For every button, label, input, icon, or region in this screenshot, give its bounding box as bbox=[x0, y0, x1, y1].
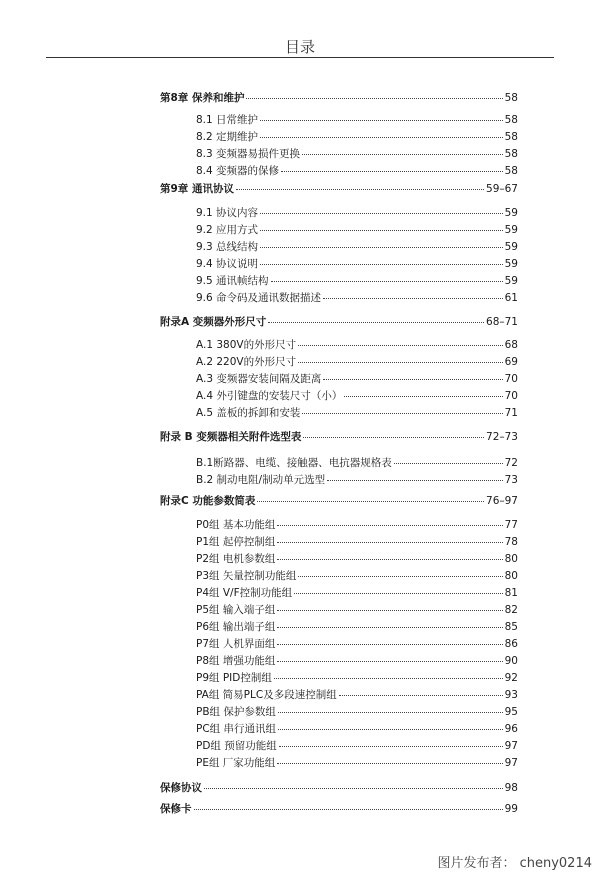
toc-entry-label: P6组 输出端子组 bbox=[196, 621, 276, 633]
toc-entry-page-number: 71 bbox=[504, 407, 518, 419]
toc-entry-page-number: 58 bbox=[504, 165, 518, 177]
toc-entry-label: PA组 简易PLC及多段速控制组 bbox=[196, 689, 337, 701]
toc-chapter-entry bbox=[160, 802, 518, 816]
toc-chapter-entry bbox=[160, 494, 518, 508]
toc-entry-label: 9.5 通讯帧结构 bbox=[196, 275, 269, 287]
toc-entry-page-number: 80 bbox=[504, 570, 518, 582]
toc-entry-label: P8组 增强功能组 bbox=[196, 655, 276, 667]
toc-section-entry bbox=[196, 603, 518, 617]
toc-entry-label: PD组 预留功能组 bbox=[196, 740, 277, 752]
toc-entry-page-number: 59 bbox=[504, 207, 518, 219]
toc-section-entry bbox=[196, 372, 518, 386]
toc-entry-page-number: 95 bbox=[504, 706, 518, 718]
toc-entry-label: 附录 B 变频器相关附件选型表 bbox=[160, 431, 302, 443]
toc-entry-page-number: 59–67 bbox=[486, 183, 518, 195]
toc-section-entry bbox=[196, 274, 518, 288]
toc-entry-page-number: 99 bbox=[504, 803, 518, 815]
dot-leader bbox=[194, 808, 503, 810]
toc-entry-page-number: 81 bbox=[504, 587, 518, 599]
toc-entry-label: P5组 输入端子组 bbox=[196, 604, 276, 616]
toc-entry-page-number: 69 bbox=[504, 356, 518, 368]
toc-section-entry bbox=[196, 756, 518, 770]
toc-entry-label: 保修卡 bbox=[160, 803, 192, 815]
dot-leader bbox=[278, 728, 503, 730]
toc-section-entry bbox=[196, 473, 518, 487]
toc-section-entry bbox=[196, 338, 518, 352]
toc-entry-page-number: 58 bbox=[504, 114, 518, 126]
toc-section-entry bbox=[196, 240, 518, 254]
toc-entry-label: A.1 380V的外形尺寸 bbox=[196, 339, 297, 351]
toc-entry-page-number: 77 bbox=[504, 519, 518, 531]
toc-entry-label: PB组 保护参数组 bbox=[196, 706, 276, 718]
toc-entry-page-number: 58 bbox=[504, 148, 518, 160]
toc-entry-page-number: 59 bbox=[504, 241, 518, 253]
toc-chapter-entry bbox=[160, 91, 518, 105]
dot-leader bbox=[271, 280, 503, 282]
toc-section-entry bbox=[196, 637, 518, 651]
toc-entry-label: P2组 电机参数组 bbox=[196, 553, 276, 565]
toc-entry-label: 第8章 保养和维护 bbox=[160, 92, 245, 104]
dot-leader bbox=[323, 378, 502, 380]
toc-entry-label: 9.2 应用方式 bbox=[196, 224, 259, 236]
toc-chapter-entry bbox=[160, 315, 518, 329]
toc-entry-label: A.3 变频器安装间隔及距离 bbox=[196, 373, 322, 385]
dot-leader bbox=[277, 643, 502, 645]
toc-entry-label: 保修协议 bbox=[160, 782, 202, 794]
toc-entry-page-number: 72–73 bbox=[486, 431, 518, 443]
dot-leader bbox=[204, 787, 503, 789]
toc-entry-label: B.2 制动电阻/制动单元选型 bbox=[196, 474, 326, 486]
toc-section-entry bbox=[196, 355, 518, 369]
toc-entry-label: 8.1 日常维护 bbox=[196, 114, 259, 126]
toc-entry-label: P4组 V/F控制功能组 bbox=[196, 587, 293, 599]
toc-entry-page-number: 85 bbox=[504, 621, 518, 633]
toc-entry-label: PC组 串行通讯组 bbox=[196, 723, 277, 735]
dot-leader bbox=[298, 344, 503, 346]
dot-leader bbox=[277, 609, 502, 611]
toc-section-entry bbox=[196, 705, 518, 719]
toc-entry-page-number: 90 bbox=[504, 655, 518, 667]
dot-leader bbox=[260, 212, 503, 214]
page-title: 目录 bbox=[284, 38, 315, 56]
toc-section-entry bbox=[196, 535, 518, 549]
dot-leader bbox=[260, 246, 503, 248]
dot-leader bbox=[277, 524, 502, 526]
dot-leader bbox=[260, 263, 503, 265]
toc-entry-label: 9.4 协议说明 bbox=[196, 258, 259, 270]
toc-section-entry bbox=[196, 291, 518, 305]
dot-leader bbox=[298, 361, 503, 363]
toc-entry-page-number: 61 bbox=[504, 292, 518, 304]
toc-section-entry bbox=[196, 223, 518, 237]
dot-leader bbox=[277, 558, 502, 560]
watermark: 图片发布者： cheny0214 bbox=[437, 856, 592, 871]
toc-entry-page-number: 68 bbox=[504, 339, 518, 351]
toc-entry-page-number: 98 bbox=[504, 782, 518, 794]
toc-entry-label: P0组 基本功能组 bbox=[196, 519, 276, 531]
toc-section-entry bbox=[196, 147, 518, 161]
toc-entry-label: P3组 矢量控制功能组 bbox=[196, 570, 297, 582]
toc-entry-page-number: 68–71 bbox=[486, 316, 518, 328]
toc-entry-page-number: 72 bbox=[504, 457, 518, 469]
toc-entry-label: A.4 外引键盘的安装尺寸（小） bbox=[196, 390, 343, 402]
toc-chapter-entry bbox=[160, 182, 518, 196]
toc-section-entry bbox=[196, 739, 518, 753]
dot-leader bbox=[260, 119, 503, 121]
dot-leader bbox=[246, 97, 502, 99]
toc-section-entry bbox=[196, 688, 518, 702]
toc-entry-label: A.2 220V的外形尺寸 bbox=[196, 356, 297, 368]
toc-entry-page-number: 59 bbox=[504, 224, 518, 236]
dot-leader bbox=[344, 395, 502, 397]
toc-entry-page-number: 58 bbox=[504, 131, 518, 143]
toc-entry-label: 8.3 变频器易损件更换 bbox=[196, 148, 301, 160]
dot-leader bbox=[302, 412, 502, 414]
toc-section-entry bbox=[196, 569, 518, 583]
toc-section-entry bbox=[196, 552, 518, 566]
toc-section-entry bbox=[196, 257, 518, 271]
toc-entry-label: P9组 PID控制组 bbox=[196, 672, 272, 684]
toc-entry-page-number: 93 bbox=[504, 689, 518, 701]
toc-entry-page-number: 78 bbox=[504, 536, 518, 548]
dot-leader bbox=[236, 188, 484, 190]
toc-entry-page-number: 86 bbox=[504, 638, 518, 650]
dot-leader bbox=[260, 229, 503, 231]
dot-leader bbox=[260, 136, 503, 138]
toc-entry-page-number: 58 bbox=[504, 92, 518, 104]
dot-leader bbox=[294, 592, 503, 594]
toc-entry-page-number: 59 bbox=[504, 258, 518, 270]
toc-entry-page-number: 97 bbox=[504, 757, 518, 769]
dot-leader bbox=[327, 479, 503, 481]
toc-entry-page-number: 73 bbox=[504, 474, 518, 486]
toc-section-entry bbox=[196, 406, 518, 420]
dot-leader bbox=[279, 745, 503, 747]
dot-leader bbox=[394, 462, 503, 464]
toc-entry-label: 9.3 总线结构 bbox=[196, 241, 259, 253]
toc-entry-page-number: 96 bbox=[504, 723, 518, 735]
toc-entry-label: 第9章 通讯协议 bbox=[160, 183, 234, 195]
toc-section-entry bbox=[196, 586, 518, 600]
dot-leader bbox=[277, 762, 502, 764]
toc-entry-label: 8.4 变频器的保修 bbox=[196, 165, 280, 177]
toc-entry-label: 9.1 协议内容 bbox=[196, 207, 259, 219]
dot-leader bbox=[277, 660, 502, 662]
toc-section-entry bbox=[196, 456, 518, 470]
toc-entry-label: P1组 起停控制组 bbox=[196, 536, 276, 548]
dot-leader bbox=[339, 694, 503, 696]
toc-section-entry bbox=[196, 130, 518, 144]
dot-leader bbox=[277, 626, 502, 628]
toc-entry-page-number: 70 bbox=[504, 390, 518, 402]
toc-entry-page-number: 70 bbox=[504, 373, 518, 385]
toc-entry-label: PE组 厂家功能组 bbox=[196, 757, 276, 769]
toc-section-entry bbox=[196, 206, 518, 220]
toc-section-entry bbox=[196, 113, 518, 127]
toc-entry-page-number: 76–97 bbox=[486, 495, 518, 507]
toc-entry-page-number: 97 bbox=[504, 740, 518, 752]
toc-section-entry bbox=[196, 722, 518, 736]
dot-leader bbox=[268, 321, 484, 323]
toc-section-entry bbox=[196, 620, 518, 634]
toc-chapter-entry bbox=[160, 430, 518, 444]
toc-entry-label: P7组 人机界面组 bbox=[196, 638, 276, 650]
toc-section-entry bbox=[196, 654, 518, 668]
dot-leader bbox=[274, 677, 503, 679]
toc-section-entry bbox=[196, 671, 518, 685]
toc-entry-label: B.1断路器、电缆、接触器、电抗器规格表 bbox=[196, 457, 392, 469]
toc-section-entry bbox=[196, 164, 518, 178]
toc-entry-page-number: 92 bbox=[504, 672, 518, 684]
dot-leader bbox=[277, 541, 502, 543]
dot-leader bbox=[303, 436, 484, 438]
toc-entry-label: 8.2 定期维护 bbox=[196, 131, 259, 143]
toc-entry-page-number: 59 bbox=[504, 275, 518, 287]
toc-entry-label: 附录C 功能参数简表 bbox=[160, 495, 256, 507]
toc-entry-label: 9.6 命令码及通讯数据描述 bbox=[196, 292, 322, 304]
toc-entry-label: A.5 盖板的拆卸和安装 bbox=[196, 407, 301, 419]
dot-leader bbox=[278, 711, 503, 713]
toc-section-entry bbox=[196, 389, 518, 403]
toc-chapter-entry bbox=[160, 781, 518, 795]
toc-entry-page-number: 82 bbox=[504, 604, 518, 616]
toc-entry-label: 附录A 变频器外形尺寸 bbox=[160, 316, 267, 328]
dot-leader bbox=[298, 575, 502, 577]
toc-section-entry bbox=[196, 518, 518, 532]
dot-leader bbox=[323, 297, 503, 299]
toc-entry-page-number: 80 bbox=[504, 553, 518, 565]
dot-leader bbox=[302, 153, 503, 155]
dot-leader bbox=[257, 500, 484, 502]
dot-leader bbox=[281, 170, 503, 172]
